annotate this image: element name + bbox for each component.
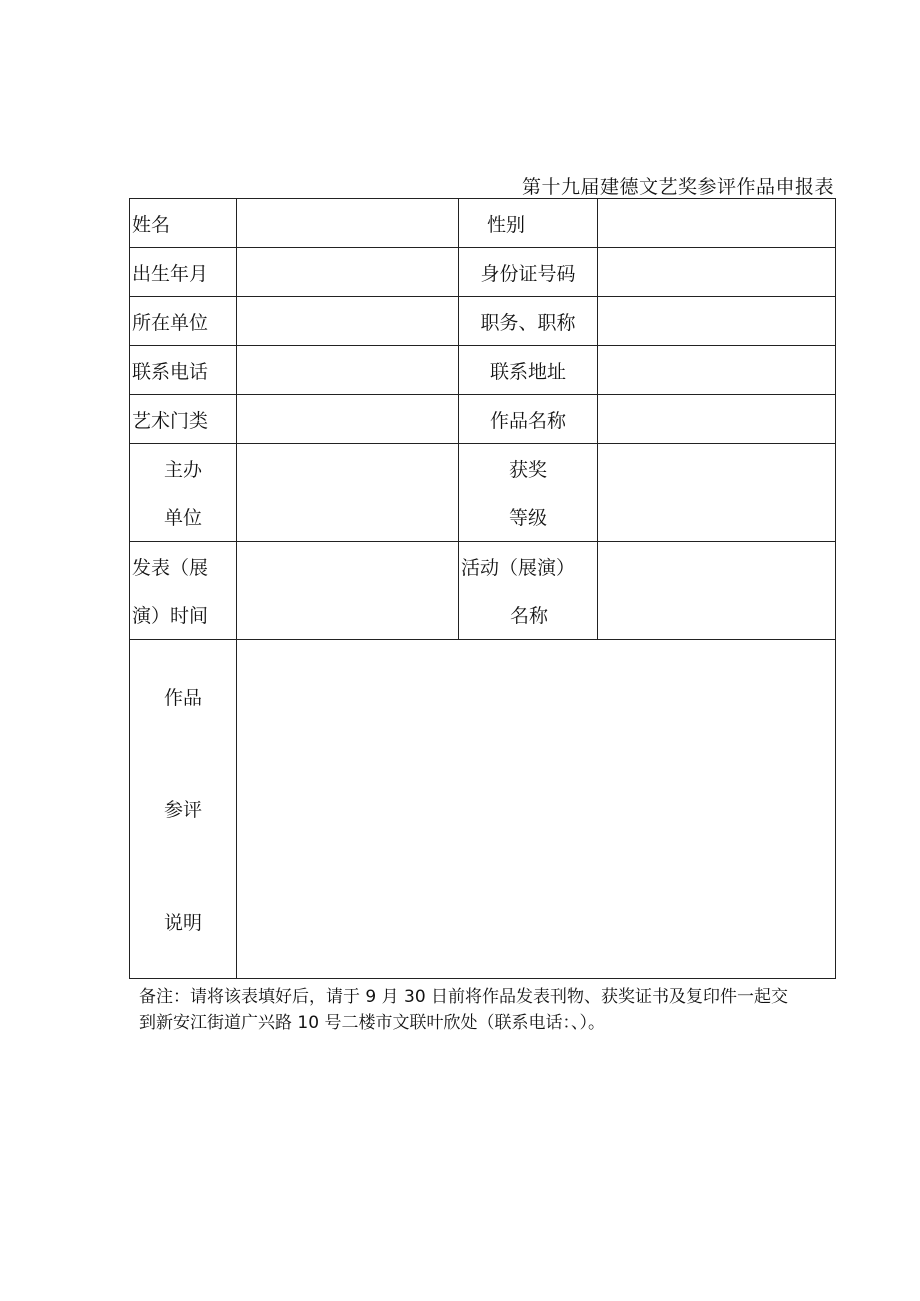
- input-gender[interactable]: [598, 199, 836, 248]
- label-position: 职务、职称: [459, 297, 598, 346]
- label-desc-line2: 参评: [163, 799, 202, 822]
- table-row: [130, 346, 836, 395]
- input-birth[interactable]: [237, 248, 459, 297]
- table-row: [130, 444, 836, 542]
- form-note: [139, 984, 839, 1036]
- label-gender: 性别: [459, 199, 598, 248]
- label-employer: 所在单位: [130, 297, 237, 346]
- input-award-level[interactable]: [598, 444, 836, 542]
- label-phone: 联系电话: [130, 346, 237, 395]
- label-publish-line1: 发表（展: [132, 556, 209, 579]
- table-row: [130, 395, 836, 444]
- input-work-title[interactable]: [598, 395, 836, 444]
- label-organizer: [130, 444, 237, 542]
- input-phone[interactable]: [237, 346, 459, 395]
- input-art-category[interactable]: [237, 395, 459, 444]
- input-address[interactable]: [598, 346, 836, 395]
- label-award-level: [459, 444, 598, 542]
- note-line2: 到新安江街道广兴路 10 号二楼市文联叶欣处（联系电话：、）。: [139, 1013, 605, 1033]
- input-publish-time[interactable]: [237, 542, 459, 640]
- label-event-line2: 名称: [509, 605, 548, 628]
- label-id-number: 身份证号码: [459, 248, 598, 297]
- label-publish-line2: 演）时间: [132, 605, 209, 628]
- label-address: 联系地址: [459, 346, 598, 395]
- label-desc-line3: 说明: [163, 912, 202, 935]
- label-name: 姓名: [130, 199, 237, 248]
- label-work-title: 作品名称: [459, 395, 598, 444]
- application-form-table: [129, 198, 836, 979]
- label-description: [130, 640, 237, 979]
- table-row: [130, 542, 836, 640]
- label-event-line1: 活动（展演）: [461, 556, 576, 579]
- table-row: [130, 640, 836, 979]
- table-row: [130, 199, 836, 248]
- label-organizer-line1: 主办: [163, 458, 202, 481]
- note-line1: 备注：请将该表填好后，请于 9 月 30 日前将作品发表刊物、获奖证书及复印件一起交: [139, 987, 789, 1007]
- input-name[interactable]: [237, 199, 459, 248]
- label-award-line2: 等级: [508, 507, 547, 530]
- label-event-name: [459, 542, 598, 640]
- input-event-name[interactable]: [598, 542, 836, 640]
- input-organizer[interactable]: [237, 444, 459, 542]
- table-row: [130, 248, 836, 297]
- label-organizer-line2: 单位: [163, 507, 202, 530]
- label-desc-line1: 作品: [163, 686, 202, 709]
- input-description[interactable]: [237, 640, 836, 979]
- input-position[interactable]: [598, 297, 836, 346]
- form-title: 第十九届建德文艺奖参评作品申报表: [521, 176, 834, 198]
- label-publish-time: [130, 542, 237, 640]
- input-id-number[interactable]: [598, 248, 836, 297]
- label-art-category: 艺术门类: [130, 395, 237, 444]
- table-row: [130, 297, 836, 346]
- label-birth: 出生年月: [130, 248, 237, 297]
- label-award-line1: 获奖: [508, 458, 547, 481]
- input-employer[interactable]: [237, 297, 459, 346]
